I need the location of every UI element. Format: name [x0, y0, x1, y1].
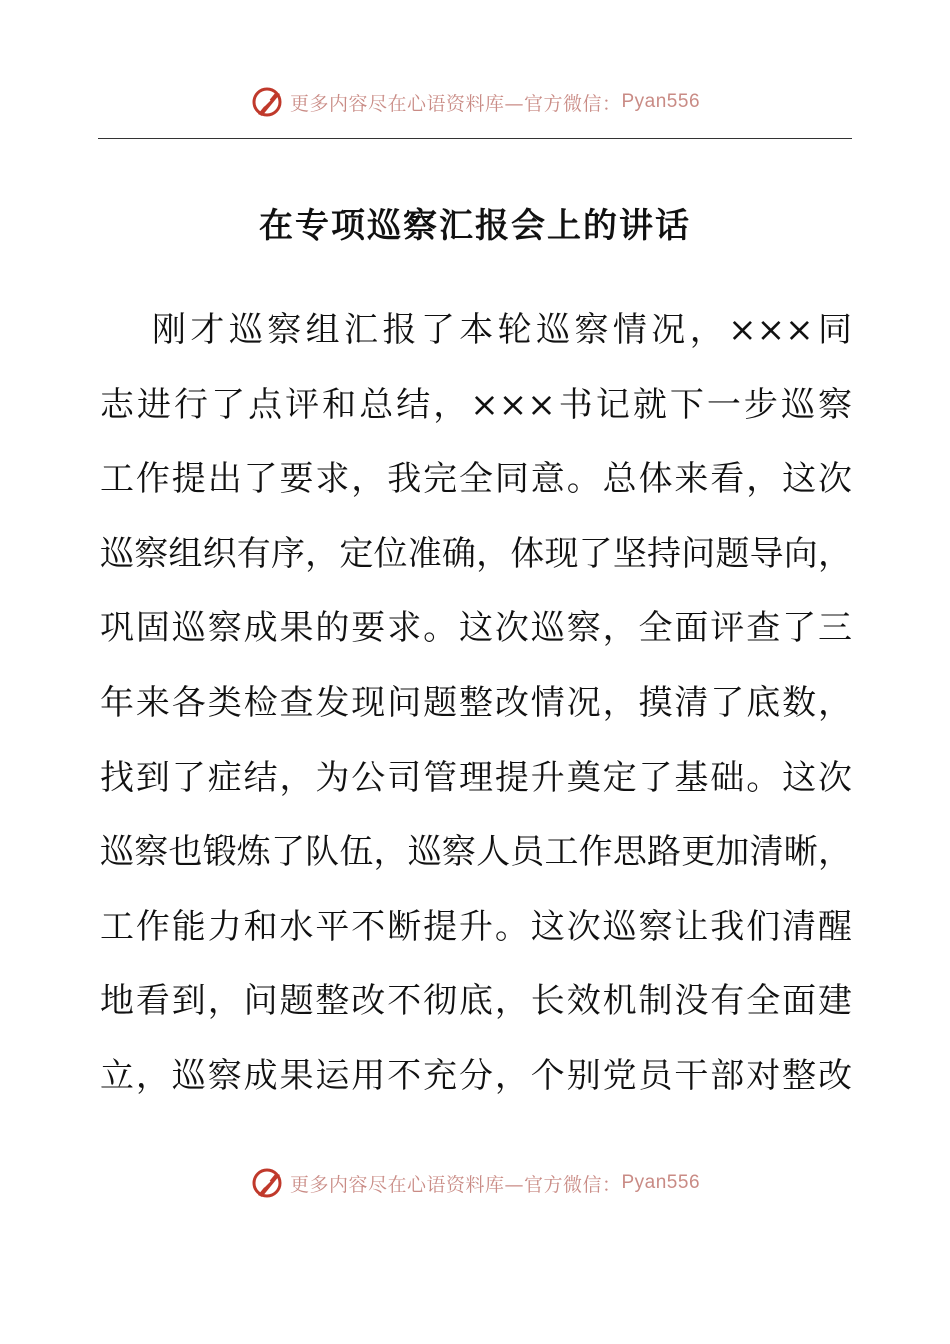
page-title: 在专项巡察汇报会上的讲话: [259, 206, 691, 246]
footer-watermark: [0, 1165, 950, 1201]
text-line: 巡察组织有序，定位准确，体现了坚持问题导向，: [100, 533, 852, 574]
text-line: 工作提出了要求，我完全同意。总体来看，这次: [100, 459, 852, 500]
quill-logo-icon: [250, 84, 286, 120]
quill-logo-icon: [250, 1165, 286, 1201]
text-line: 找到了症结，为公司管理提升奠定了基础。这次: [100, 757, 852, 798]
text-line: 地看到，问题整改不彻底，长效机制没有全面建: [100, 981, 852, 1022]
watermark-text: 更多内容尽在心语资料库—官方微信：: [289, 1173, 622, 1196]
text-line: 刚才巡察组汇报了本轮巡察情况，×××同: [152, 310, 852, 350]
text-line: 巩固巡察成果的要求。这次巡察，全面评查了三: [100, 608, 852, 649]
text-line: 工作能力和水平不断提升。这次巡察让我们清醒: [100, 906, 852, 947]
header-watermark: [0, 84, 950, 120]
watermark-id: Pyan556: [621, 1172, 701, 1193]
text-line: 年来各类检查发现问题整改情况，摸清了底数，: [100, 682, 852, 723]
watermark-id: Pyan556: [621, 91, 701, 112]
header-divider: [98, 138, 852, 139]
speech-body: [100, 293, 852, 1114]
text-line: 志进行了点评和总结，×××书记就下一步巡察: [100, 384, 852, 425]
text-line: 巡察也锻炼了队伍，巡察人员工作思路更加清晰，: [100, 832, 852, 873]
watermark-text: 更多内容尽在心语资料库—官方微信：: [289, 92, 622, 115]
text-line: 立，巡察成果运用不充分，个别党员干部对整改: [100, 1055, 852, 1096]
